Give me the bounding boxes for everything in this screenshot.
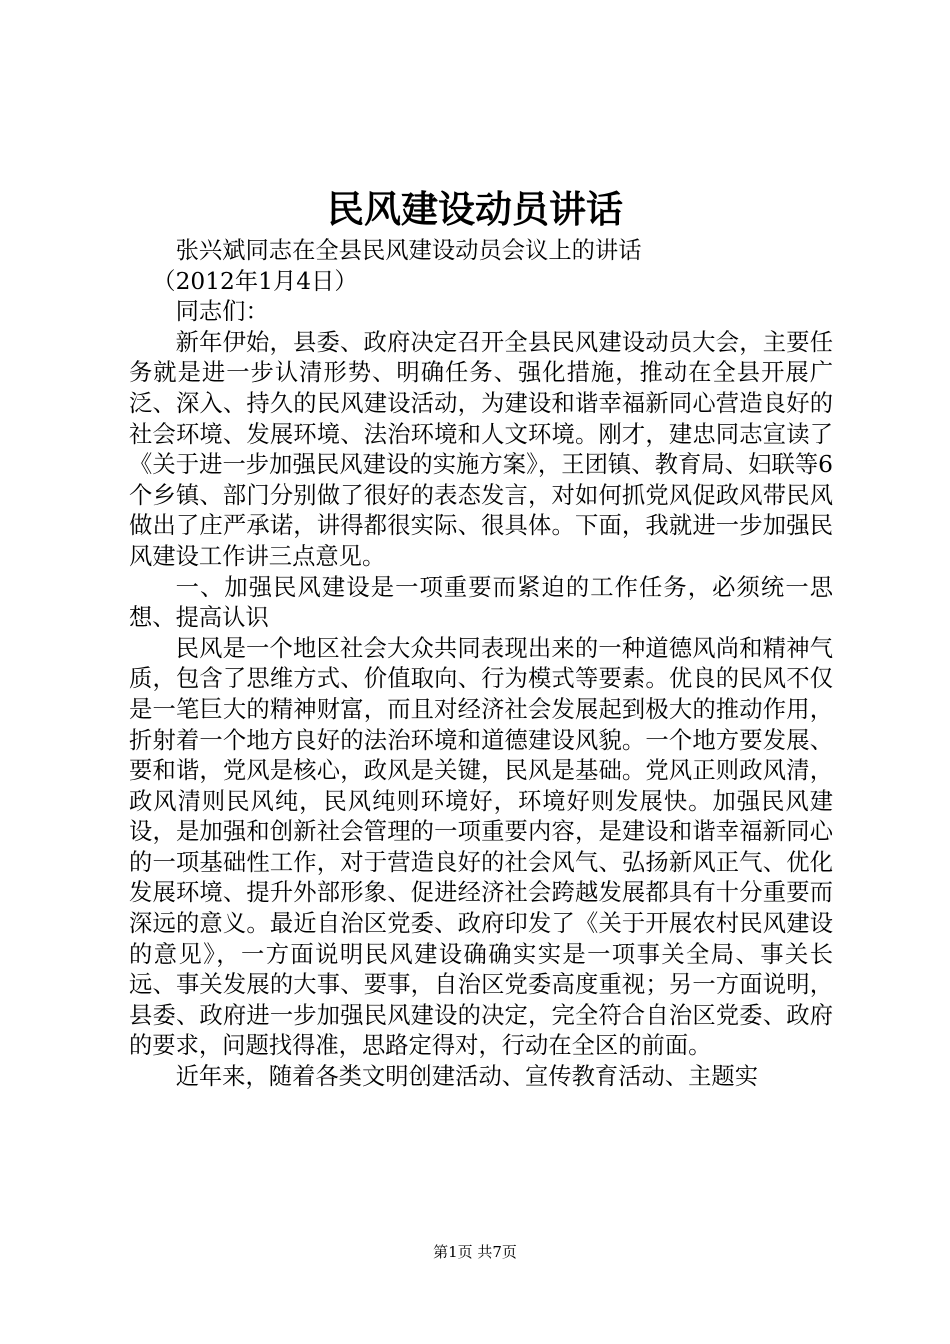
document-title: 民风建设动员讲话 <box>327 187 623 231</box>
paragraph: 近年来，随着各类文明创建活动、宣传教育活动、主题实 <box>175 1063 759 1091</box>
document-date: （2012年1月4日） <box>152 267 358 295</box>
paragraph: 新年伊始，县委、政府决定召开全县民风建设动员大会，主要任务就是进一步认清形势、明确任务、强化措施，推动在全县开展广泛、深入、持久的民风建设活动，为建设和谐幸福新同心营造良好的社会环境、发展环境、法治环境和人文环境。刚才，建忠同志宣读了《关于进一步加强民风建设的实施方案》，王团镇、教育局、妇联等6个乡镇、部门分别做了很好的表态发言，对如何抓党风促政风带民风做出了庄严承诺，讲得都很实际、很具体。下面，我就进一步加强民风建设工作讲三点意见。 <box>129 328 833 570</box>
paragraph: 民风是一个地区社会大众共同表现出来的一种道德风尚和精神气质，包含了思维方式、价值取向、行为模式等要素。优良的民风不仅是一笔巨大的精神财富，而且对经济社会发展起到极大的推动作用，折射着一个地方良好的法治环境和道德建设风貌。一个地方要发展、要和谐，党风是核心，政风是关键，民风是基础。党风正则政风清，政风清则民风纯，民风纯则环境好，环境好则发展快。加强民风建设，是加强和创新社会管理的一项重要内容，是建设和谐幸福新同心的一项基础性工作，对于营造良好的社会风气、弘扬新风正气、优化发展环境、提升外部形象、促进经济社会跨越发展都具有十分重要而深远的意义。最近自治区党委、政府印发了《关于开展农村民风建设的意见》，一方面说明民风建设确确实实是一项事关全局、事关长远、事关发展的大事、要事，自治区党委高度重视；另一方面说明，县委、政府进一步加强民风建设的决定，完全符合自治区党委、政府的要求，问题找得准，思路定得对，行动在全区的前面。 <box>129 634 833 1060</box>
section-heading: 一、加强民风建设是一项重要而紧迫的工作任务，必须统一思想、提高认识 <box>129 573 833 632</box>
salutation: 同志们： <box>175 298 269 326</box>
document-subtitle: 张兴斌同志在全县民风建设动员会议上的讲话 <box>175 237 642 264</box>
document-body <box>129 236 833 1093</box>
page-footer: 第1页 共7页 <box>433 1243 517 1261</box>
